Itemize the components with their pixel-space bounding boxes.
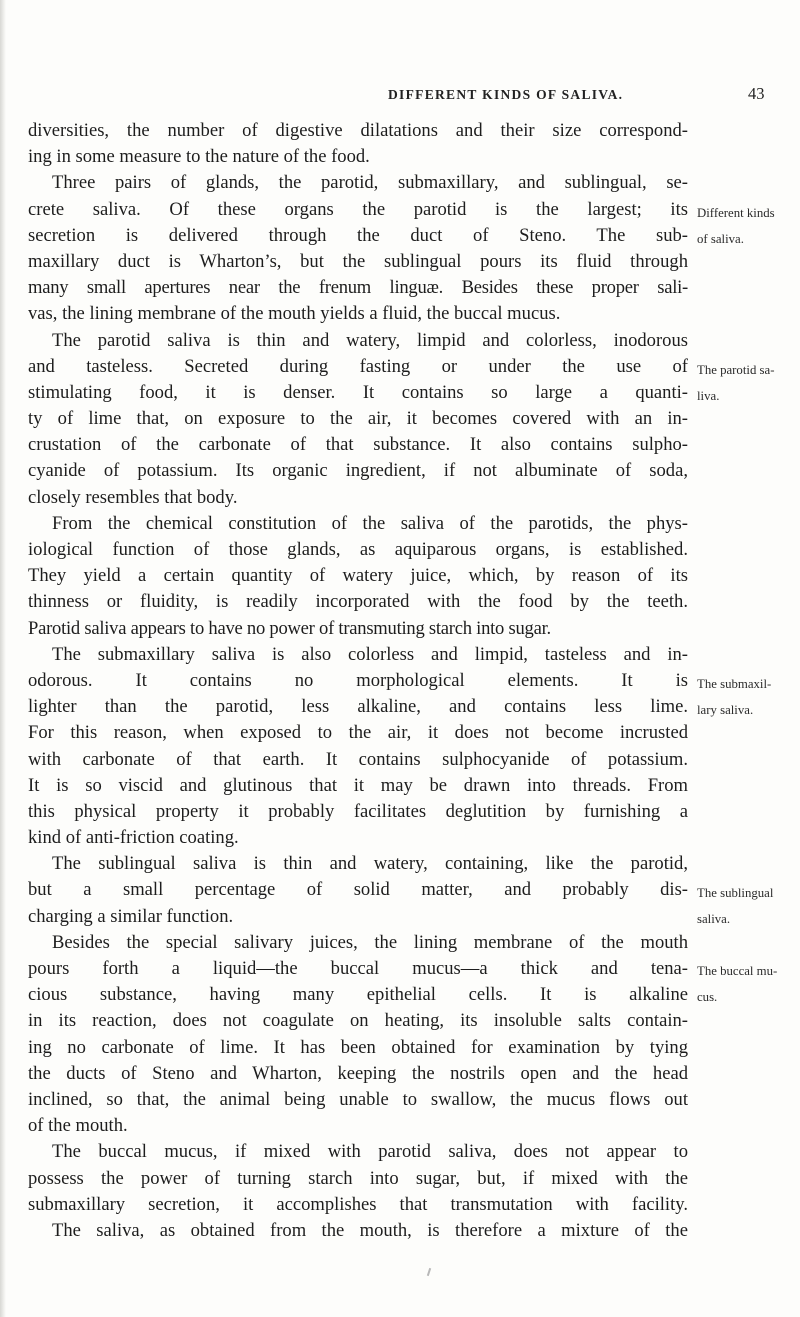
body-line: thinness or fluidity, is readily incorporated with the food by the teeth. [28, 591, 688, 613]
margin-note-line: liva. [697, 389, 720, 403]
margin-note-line: The buccal mu- [697, 964, 778, 978]
body-line: and tasteless. Secreted during fasting or under the use of [28, 355, 688, 377]
body-line: crustation of the carbonate of that substance. It also contains sulpho- [28, 434, 688, 456]
margin-note-line: of saliva. [697, 232, 744, 246]
body-line: this physical property it probably facilitates deglutition by furnishing a [28, 800, 688, 822]
body-line: vas, the lining membrane of the mouth yields a fluid, the buccal mucus. [28, 303, 561, 325]
running-head: DIFFERENT KINDS OF SALIVA. [388, 87, 624, 102]
body-line: Three pairs of glands, the parotid, submaxillary, and sublingual, se- [52, 172, 688, 194]
body-line: secretion is delivered through the duct of Steno. The sub- [28, 224, 688, 246]
margin-note-line: Different kinds [697, 206, 775, 220]
body-line: iological function of those glands, as aquiparous organs, is established. [28, 539, 688, 560]
body-line: It is so viscid and glutinous that it may be drawn into threads. From [28, 774, 688, 796]
margin-note-line: The sublingual [697, 886, 774, 900]
margin-note-line: saliva. [697, 912, 731, 926]
body-line: For this reason, when exposed to the air, it does not become incrusted [28, 722, 688, 744]
body-line: of the mouth. [28, 1115, 128, 1137]
body-line: many small apertures near the frenum linguæ. Besides these proper sali- [28, 277, 688, 299]
body-line: with carbonate of that earth. It contains sulphocyanide of potassium. [28, 748, 688, 770]
margin-note-line: lary saliva. [697, 703, 754, 717]
body-line: ing in some measure to the nature of the food. [28, 146, 370, 168]
body-line: charging a similar function. [28, 905, 234, 927]
body-line: From the chemical constitution of the saliva of the parotids, the phys- [52, 512, 688, 534]
page-gutter-shadow [0, 0, 6, 1317]
body-line: The saliva, as obtained from the mouth, is therefore a mixture of the [52, 1219, 688, 1241]
page-number: 43 [748, 84, 765, 103]
margin-note-line: The submaxil- [697, 677, 772, 691]
body-line: cyanide of potassium. Its organic ingredient, if not albuminate of soda, [28, 460, 688, 482]
body-line: maxillary duct is Wharton’s, but the sublingual pours its fluid through [28, 250, 688, 272]
body-line: kind of anti-friction coating. [28, 827, 239, 849]
body-line: crete saliva. Of these organs the parotid is the largest; its [28, 198, 688, 220]
body-line: inclined, so that, the animal being unable to swallow, the mucus flows out [28, 1088, 688, 1110]
body-line: submaxillary secretion, it accomplishes that transmutation with facility. [28, 1193, 688, 1215]
body-line: the ducts of Steno and Wharton, keeping the nostrils open and the head [28, 1062, 688, 1084]
body-line: lighter than the parotid, less alkaline, and contains less lime. [28, 696, 688, 718]
body-line: ing no carbonate of lime. It has been obtained for examination by tying [28, 1036, 688, 1058]
body-line: The sublingual saliva is thin and watery, containing, like the parotid, [52, 853, 688, 875]
body-line: but a small percentage of solid matter, and probably dis- [28, 879, 688, 901]
body-line: cious substance, having many epithelial cells. It is alkaline [28, 984, 688, 1006]
body-line: ty of lime that, on exposure to the air, it becomes covered with an in- [28, 408, 688, 430]
body-line: diversities, the number of digestive dilatations and their size correspond- [28, 120, 688, 141]
text-body [28, 118, 688, 1244]
margin-note-line: The parotid sa- [697, 363, 775, 377]
body-line: odorous. It contains no morphological elements. It is [28, 669, 688, 691]
body-line: The submaxillary saliva is also colorless and limpid, tasteless and in- [52, 643, 688, 665]
body-line: pours forth a liquid—the buccal mucus—a thick and tena- [28, 958, 688, 979]
body-line: closely resembles that body. [28, 486, 238, 508]
margin-note-line: cus. [697, 990, 718, 1004]
body-line: The parotid saliva is thin and watery, limpid and colorless, inodorous [52, 329, 688, 351]
body-line: Besides the special salivary juices, the lining membrane of the mouth [52, 931, 688, 953]
body-line: They yield a certain quantity of watery juice, which, by reason of its [28, 565, 688, 587]
body-line: possess the power of turning starch into sugar, but, if mixed with the [28, 1167, 688, 1189]
body-line: stimulating food, it is denser. It contains so large a quanti- [28, 381, 688, 403]
body-line: The buccal mucus, if mixed with parotid saliva, does not appear to [52, 1141, 688, 1163]
paper-speck [427, 1268, 431, 1276]
body-line: Parotid saliva appears to have no power of transmuting starch into sugar. [28, 617, 551, 639]
body-line: in its reaction, does not coagulate on heating, its insoluble salts contain- [28, 1010, 688, 1032]
